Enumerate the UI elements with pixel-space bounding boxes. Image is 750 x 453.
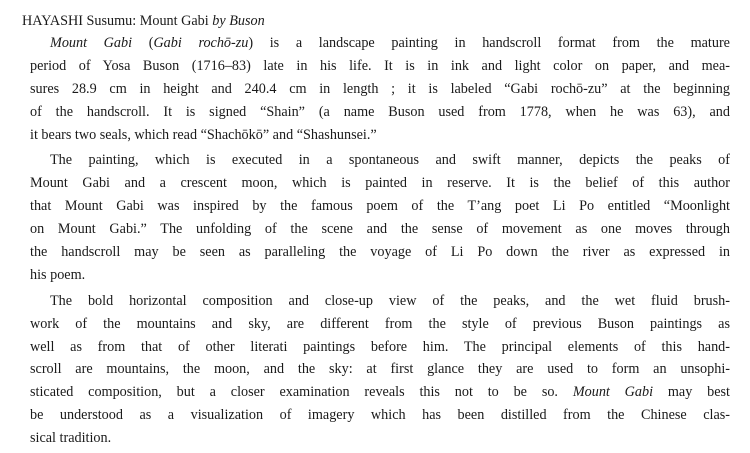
text-line	[30, 290, 730, 313]
text-line	[30, 101, 730, 124]
text-line	[30, 241, 730, 264]
text-line	[30, 172, 730, 195]
text-line	[30, 32, 730, 55]
text-line	[30, 149, 730, 172]
text-segment: work of the mountains and sky, are different from the style of previous Buson paintings as	[30, 315, 730, 332]
text-segment: on Mount Gabi.” The unfolding of the scene and the sense of movement as one moves through	[30, 221, 730, 238]
text-line	[30, 264, 730, 287]
text-line	[30, 427, 730, 450]
article-heading	[22, 10, 730, 32]
text-segment: of the handscroll. It is signed “Shain” (a name Buson used from 1778, when he was 63), and	[30, 103, 730, 120]
text-segment: be understood as a visualization of imagery which has been distilled from the Chinese clas-	[30, 407, 730, 424]
text-segment: it bears two seals, which read “Shachōkō” and “Shashunsei.”	[30, 126, 377, 143]
text-segment: his poem.	[30, 266, 86, 283]
italic-text: Gabi rochō-zu	[153, 35, 249, 51]
text-line	[30, 358, 730, 381]
article-body	[22, 32, 730, 450]
text-segment: that Mount Gabi was inspired by the famous poem of the T’ang poet Li Po entitled “Moonlight	[30, 198, 730, 215]
text-segment: well as from that of other literati paintings before him. The principal elements of this hand-	[30, 338, 730, 355]
text-segment: ) is a landscape painting in handscroll format from the mature	[248, 35, 730, 51]
heading-separator: :	[132, 13, 140, 29]
artwork-title: Mount Gabi	[139, 13, 209, 29]
text-line	[30, 218, 730, 241]
artist-attribution: by Buson	[212, 13, 265, 29]
text-line	[30, 195, 730, 218]
paragraph	[22, 290, 730, 450]
text-segment: scroll are mountains, the moon, and the sky: at first glance they are used to form an unsophi-	[30, 361, 730, 378]
italic-text: Mount Gabi	[50, 35, 133, 51]
text-segment: The painting, which is executed in a spontaneous and swift manner, depicts the peaks of	[50, 152, 730, 169]
text-segment: sticated composition, but a closer examination reveals this not to be so.	[30, 384, 573, 401]
text-line	[30, 381, 730, 404]
text-segment: Mount Gabi and a crescent moon, which is painted in reserve. It is the belief of this author	[30, 175, 730, 192]
text-line	[30, 404, 730, 427]
text-line	[30, 55, 730, 78]
paragraph	[22, 32, 730, 146]
text-segment: (	[132, 35, 154, 51]
text-segment: may best	[653, 384, 731, 401]
text-segment: sical tradition.	[30, 430, 112, 447]
text-segment: The bold horizontal composition and close-up view of the peaks, and the wet fluid brush-	[50, 292, 730, 309]
text-line	[30, 124, 730, 147]
article	[22, 10, 730, 453]
text-line	[30, 313, 730, 336]
text-segment: the handscroll may be seen as paralleling the voyage of Li Po down the river as expressed in	[30, 244, 730, 261]
text-segment: period of Yosa Buson (1716–83) late in his life. It is in ink and light color on paper, and mea-	[30, 57, 730, 74]
text-line	[30, 336, 730, 359]
paragraph	[22, 149, 730, 286]
text-line	[30, 78, 730, 101]
italic-text: Mount Gabi	[572, 384, 654, 401]
text-segment: sures 28.9 cm in height and 240.4 cm in length ; it is labeled “Gabi rochō-zu” at the beginning	[30, 80, 730, 97]
author-name: HAYASHI Susumu	[22, 13, 133, 29]
